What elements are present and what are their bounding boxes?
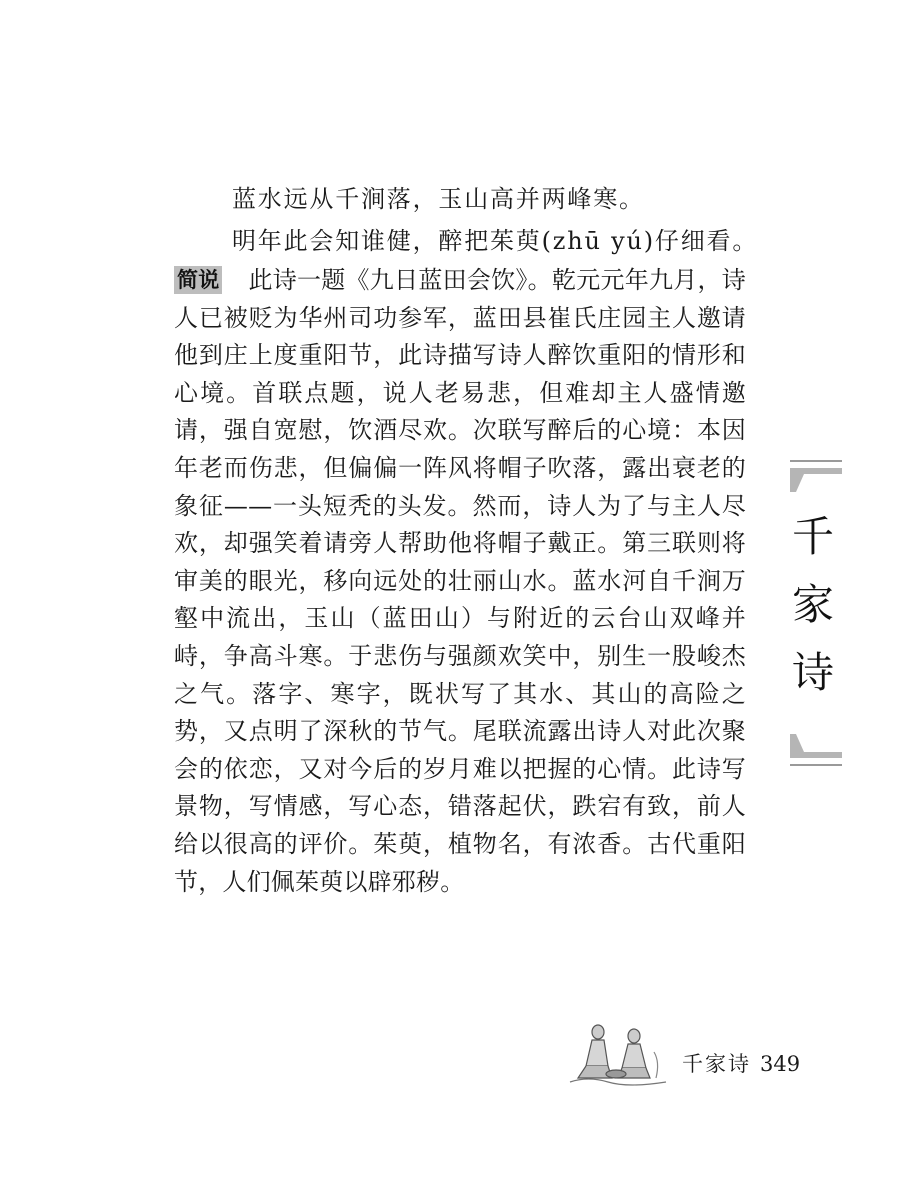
side-section-tab (786, 460, 850, 766)
bracket-top-icon (790, 468, 842, 492)
tab-top-rule (790, 460, 842, 462)
scholars-illustration-icon (568, 1022, 668, 1086)
side-tab-title: 千家诗 (786, 514, 835, 718)
commentary-tag: 简说 (174, 266, 222, 294)
footer-book-title: 千家诗 (682, 1052, 751, 1076)
commentary-paragraph (174, 262, 746, 901)
poem-line-1: 蓝水远从千涧落，玉山高并两峰寒。 (232, 185, 645, 213)
bracket-bottom-icon (790, 734, 842, 758)
tab-bottom-rule (790, 764, 842, 766)
page-number: 349 (760, 1052, 801, 1076)
commentary-text: 此诗一题《九日蓝田会饮》。乾元元年九月，诗人已被贬为华州司功参军，蓝田县崔氏庄园主人邀请他到庄上度重阳节，此诗描写诗人醉饮重阳的情形和心境。首联点题，说人老易悲，但难却主人盛情邀请，强自宽慰，饮酒尽欢。次联写醉后的心境：本因年老而伤悲，但偏偏一阵风将帽子吹落，露出衰老的象征——一头短秃的头发。然而，诗人为了与主人尽欢，却强笑着请旁人帮助他将帽子戴正。第三联则将审美的眼光，移向远处的壮丽山水。蓝水河自千涧万壑中流出，玉山（蓝田山）与附近的云台山双峰并峙，争高斗寒。于悲伤与强颜欢笑中，别生一股峻杰之气。落字、寒字，既状写了其水、其山的高险之势，又点明了深秋的节气。尾联流露出诗人对此次聚会的依恋，又对今后的岁月难以把握的心情。此诗写景物，写情感，写心态，错落起伏，跌宕有致，前人给以很高的评价。茱萸，植物名，有浓香。古代重阳节，人们佩茱萸以辟邪秽。 (174, 266, 746, 896)
poem-line-2: 明年此会知谁健，醉把茱萸(zhū yú)仔细看。 (232, 227, 759, 255)
